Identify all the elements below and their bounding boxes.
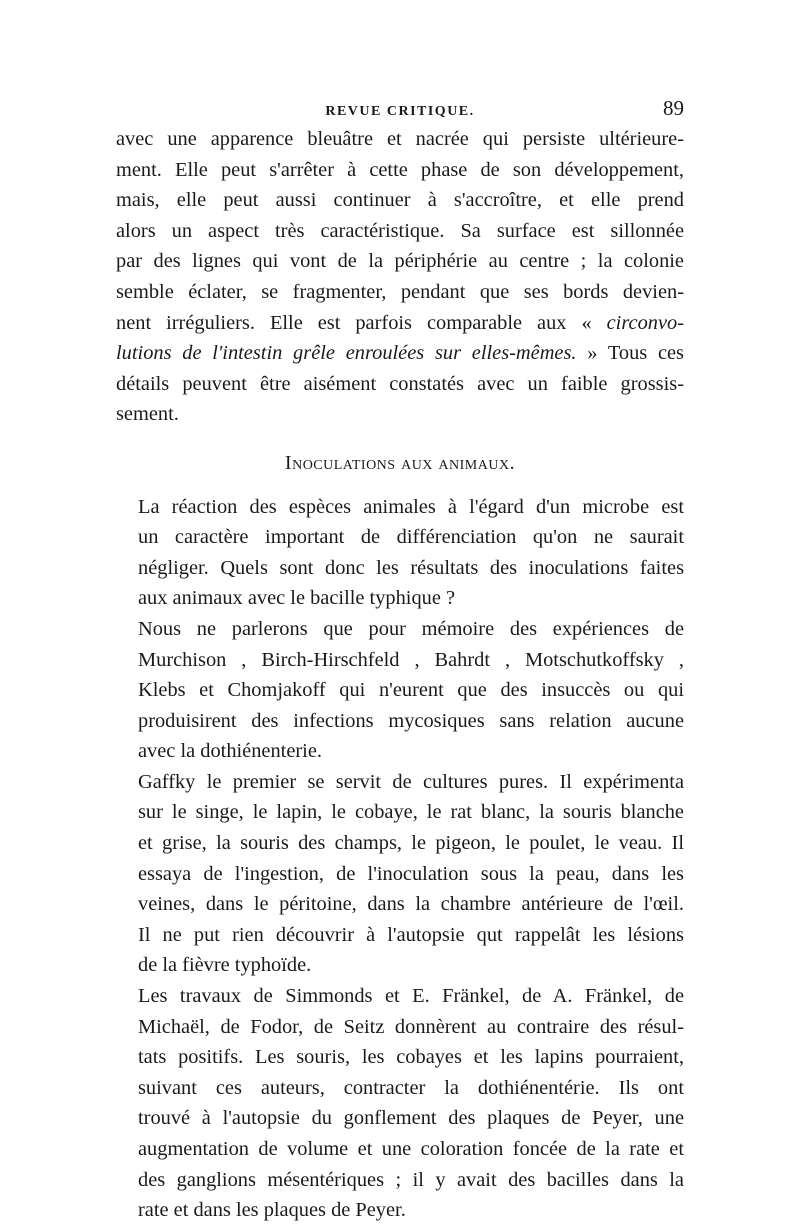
text-line: essaya de l'ingestion, de l'inoculation sous la peau, dans les [138,862,684,885]
text-line: négliger. Quels sont donc les résultats des inoculations faites [138,556,684,579]
text-line: Il ne put rien découvrir à l'autopsie qut rappelât les lésions [138,923,684,946]
text-line: ment. Elle peut s'arrêter à cette phase de son développement, [116,158,684,181]
text-line: La réaction des espèces animales à l'égard d'un microbe est [138,495,684,518]
text-line: par des lignes qui vont de la périphérie au centre ; la colonie [116,250,684,273]
text-line: semble éclater, se fragmenter, pendant que ses bords devien- [116,280,684,303]
text-line: rate et dans les plaques de Peyer. [138,1199,406,1222]
text-fragment: » Tous ces [587,342,684,365]
body-text [116,124,684,1226]
text-line: Les travaux de Simmonds et E. Fränkel, de A. Fränkel, de [138,985,684,1008]
paragraph-4 [116,767,684,981]
text-line [116,308,684,339]
text-line: et grise, la souris des champs, le pigeon, le poulet, le veau. Il [138,832,684,855]
paragraph-3 [116,614,684,767]
text-line [116,338,684,369]
text-line: sur le singe, le lapin, le cobaye, le rat blanc, la souris blanche [138,801,684,824]
text-line: tats positifs. Les souris, les cobayes et les lapins pourraient, [138,1046,684,1069]
text-line: détails peuvent être aisément constatés avec un faible grossis- [116,372,684,395]
text-line: de la fièvre typhoïde. [138,954,312,977]
text-line: Murchison , Birch-Hirschfeld , Bahrdt , Motschutkoffsky , [138,648,684,671]
paragraph-5 [116,981,684,1226]
paragraph-1 [116,124,684,430]
text-line: Nous ne parlerons que pour mémoire des expériences de [138,617,684,640]
italic-fragment: circonvo- [606,311,684,334]
italic-fragment: lutions de l'intestin grêle enroulées sur elles-mêmes. [116,342,577,365]
text-line: des ganglions mésentériques ; il y avait des bacilles dans la [138,1168,684,1191]
text-line: trouvé à l'autopsie du gonflement des plaques de Peyer, une [138,1107,684,1130]
text-fragment: nent irréguliers. Elle est parfois comparable aux « [116,311,592,334]
text-line: avec la dothiénenterie. [138,740,322,763]
text-line: Michaël, de Fodor, de Seitz donnèrent au contraire des résul- [138,1015,684,1038]
text-line: Gaffky le premier se servit de cultures pures. Il expérimenta [138,770,684,793]
text-line: alors un aspect très caractéristique. Sa surface est sillonnée [116,219,684,242]
text-line: augmentation de volume et une coloration foncée de la rate et [138,1138,684,1160]
running-head: REVUE CRITIQUE. [325,104,475,119]
text-line: veines, dans le péritoine, dans la chambre antérieure de l'œil. [138,893,684,916]
page-number: 89 [663,96,684,120]
text-line: aux animaux avec le bacille typhique ? [138,587,456,610]
text-line: produisirent des infections mycosiques sans relation aucune [138,709,684,732]
text-line: mais, elle peut aussi continuer à s'accroître, et elle prend [116,189,684,212]
section-heading: Inoculations aux animaux. [284,451,516,474]
text-line: avec une apparence bleuâtre et nacrée qui persiste ultérieure- [116,128,684,150]
text-line: Klebs et Chomjakoff qui n'eurent que des insuccès ou qui [138,679,684,702]
paragraph-2 [116,492,684,614]
text-line: suivant ces auteurs, contracter la dothiénentérie. Ils ont [138,1076,684,1099]
text-line: sement. [116,403,179,426]
text-line: un caractère important de différenciation qu'on ne saurait [138,526,684,549]
